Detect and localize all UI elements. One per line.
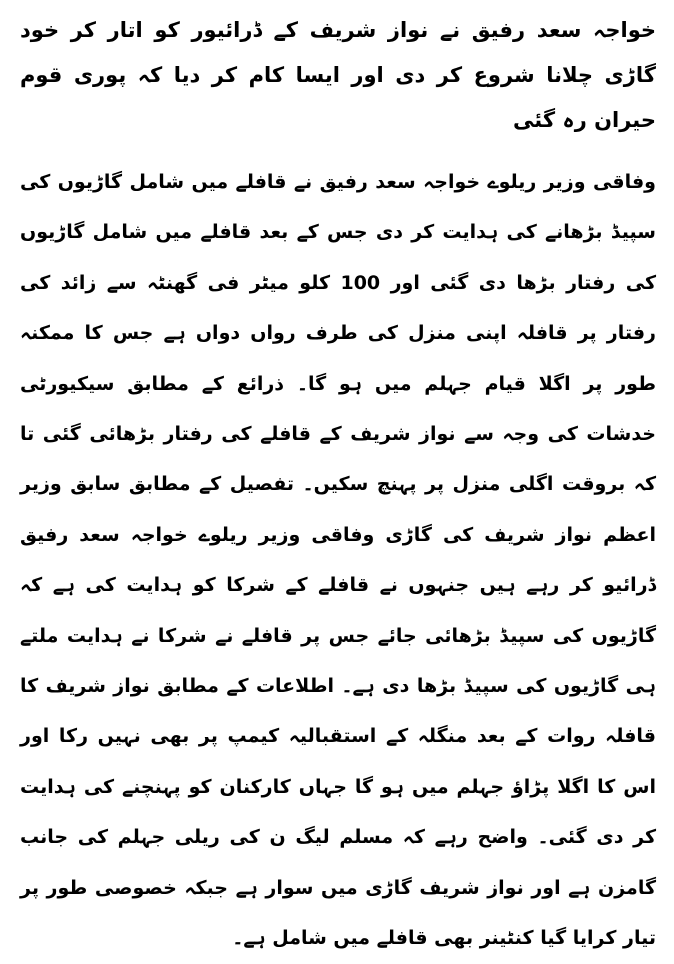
article-body: وفاقی وزیر ریلوے خواجہ سعد رفیق نے قافلے میں شامل گاڑیوں کی سپیڈ بڑھانے کی ہدایت کر دی جس کے بعد قافلے میں شامل گاڑیوں کی رفتار بڑھا دی گئی اور 100 کلو میٹر فی گھنٹہ سے زائد کی رفتار پر قافلہ اپنی منزل کی طرف رواں دواں ہے جس کا ممکنہ طور پر اگلا قیام جہلم میں ہو گا۔ ذرائع کے مطابق سیکیورٹی خدشات کی وجہ سے نواز شریف کے قافلے کی رفتار بڑھائی گئی تا کہ بروقت اگلی منزل پر پہنچ سکیں۔ تفصیل کے مطابق سابق وزیر اعظم نواز شریف کی گاڑی وفاقی وزیر ریلوے خواجہ سعد رفیق ڈرائیو کر رہے ہیں جنہوں نے قافلے کے شرکا کو ہدایت کی ہے کہ گاڑیوں کی سپیڈ بڑھائی جائے جس پر قافلے نے شرکا نے ہدایت ملتے ہی گاڑیوں کی سپیڈ بڑھا دی ہے۔ اطلاعات کے مطابق نواز شریف کا قافلہ روات کے بعد منگلہ کے استقبالیہ کیمپ پر بھی نہیں رکا اور اس کا اگلا پڑاؤ جہلم میں ہو گا جہاں کارکنان کو پہنچنے کی ہدایت کر دی گئی۔ واضح رہے کہ مسلم لیگ ن کی ریلی جہلم کی جانب گامزن ہے اور نواز شریف گاڑی میں سوار ہے جبکہ خصوصی طور پر تیار کرایا گیا کنٹینر بھی قافلے میں شامل ہے۔ [20,171,656,950]
article-headline: خواجہ سعد رفیق نے نواز شریف کے ڈرائیور کو اتار کر خود گاڑی چلانا شروع کر دی اور ایسا کام کر دیا کہ پوری قوم حیران رہ گئی [20,18,656,132]
